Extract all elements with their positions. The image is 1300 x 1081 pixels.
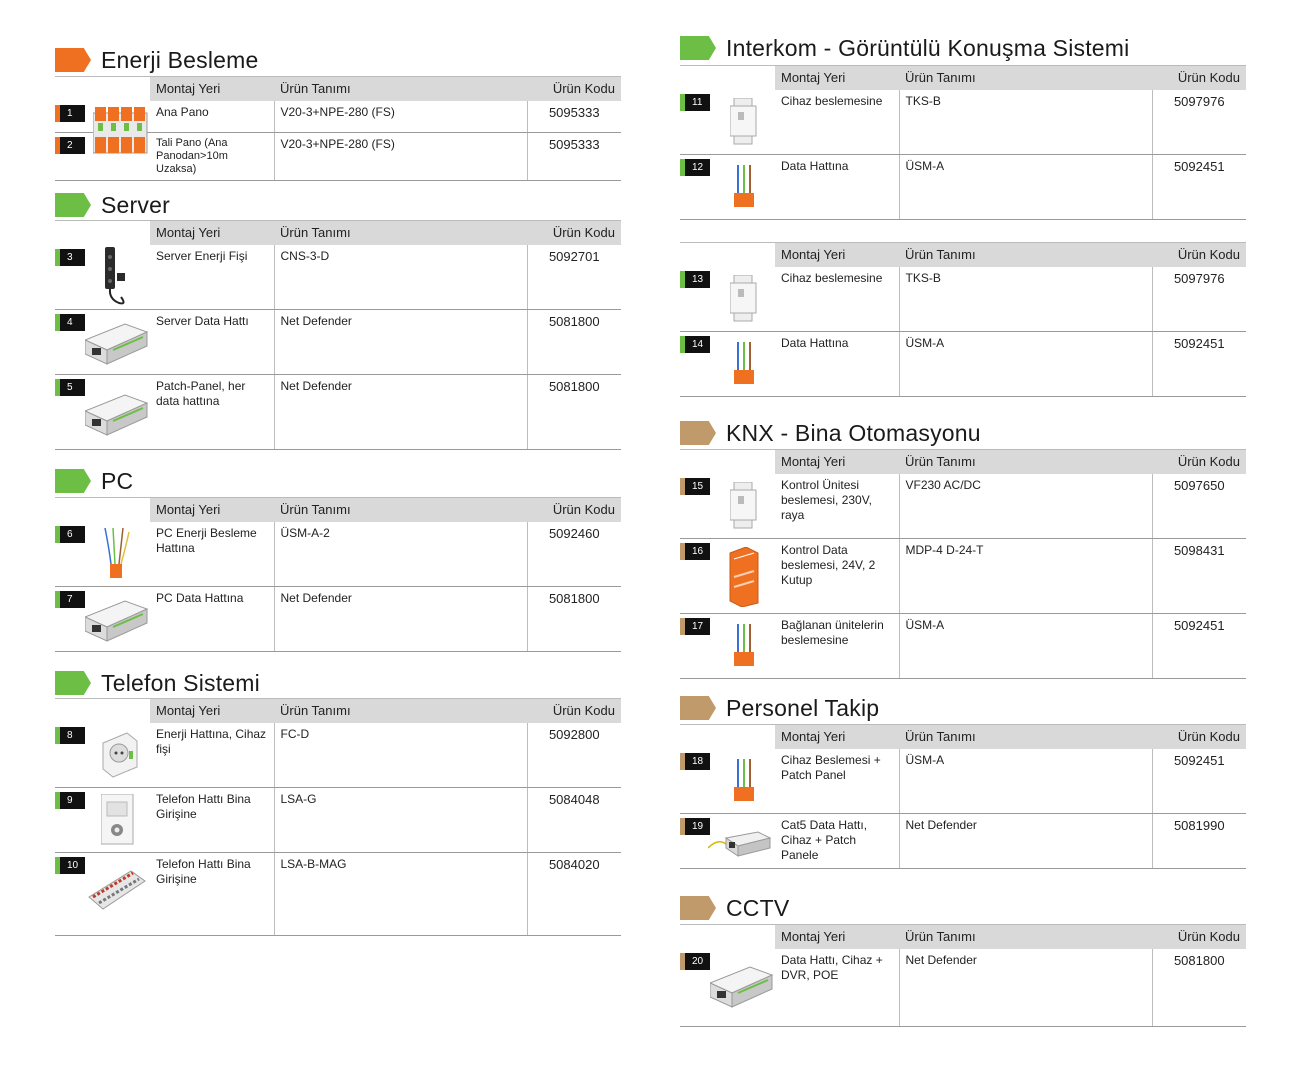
section-interkom-second [680, 242, 1246, 397]
kod-cell: 5081800 [527, 587, 621, 652]
section-tag-icon [55, 671, 91, 695]
table-row [680, 155, 1246, 220]
urun-cell: LSA-B-MAG [274, 853, 527, 936]
section-title: PC [101, 467, 134, 494]
section-title: KNX - Bina Otomasyonu [726, 419, 981, 446]
table-row [680, 332, 1246, 397]
row-number: 15 [680, 478, 710, 495]
row-number: 6 [55, 526, 85, 543]
row-number: 17 [680, 618, 710, 635]
urun-cell: V20-3+NPE-280 (FS) [274, 101, 527, 133]
kod-cell: 5081990 [1152, 814, 1246, 869]
section-interkom [680, 33, 1246, 220]
row-number: 10 [55, 857, 85, 874]
urun-cell: ÜSM-A [899, 614, 1152, 679]
table-row [680, 749, 1246, 814]
mdp-module-icon [726, 547, 762, 607]
section-tag-icon [55, 193, 91, 217]
row-number: 5 [55, 379, 85, 396]
montaj-cell: Cihaz beslemesine [775, 90, 899, 155]
section-title: CCTV [726, 894, 790, 921]
urun-cell: ÜSM-A [899, 332, 1152, 397]
section-tag-icon [680, 696, 716, 720]
urun-cell: Net Defender [899, 949, 1152, 1027]
kod-cell: 5097650 [1152, 474, 1246, 539]
urun-cell: Net Defender [274, 310, 527, 375]
header-montaj: Montaj Yeri [775, 450, 899, 474]
kod-cell: 5084048 [527, 788, 621, 853]
montaj-cell: PC Enerji Besleme Hattına [150, 522, 274, 587]
section-telefon-sistemi [55, 668, 621, 936]
row-number: 3 [55, 249, 85, 266]
kod-cell: 5092800 [527, 723, 621, 788]
header-kod: Ürün Kodu [1152, 450, 1246, 474]
header-urun: Ürün Tanımı [899, 243, 1152, 267]
urun-cell: Net Defender [274, 587, 527, 652]
section-cctv [680, 893, 1246, 1027]
table-row [55, 522, 621, 587]
table-row [680, 614, 1246, 679]
kod-cell: 5098431 [1152, 539, 1246, 614]
table-row [55, 375, 621, 450]
kod-cell: 5097976 [1152, 267, 1246, 332]
header-kod: Ürün Kodu [1152, 243, 1246, 267]
row-number: 11 [680, 94, 710, 111]
montaj-cell: Ana Pano [150, 101, 274, 133]
table-row [680, 474, 1246, 539]
montaj-cell: Enerji Hattına, Cihaz fişi [150, 723, 274, 788]
header-kod: Ürün Kodu [527, 221, 621, 245]
kod-cell: 5095333 [527, 133, 621, 181]
table-row [680, 814, 1246, 869]
din-module-icon [730, 275, 758, 323]
header-urun: Ürün Tanımı [899, 925, 1152, 949]
row-number: 1 [55, 105, 85, 122]
urun-cell: ÜSM-A [899, 155, 1152, 220]
header-urun: Ürün Tanımı [899, 725, 1152, 749]
montaj-cell: Data Hattına [775, 332, 899, 397]
montaj-cell: Patch-Panel, her data hattına [150, 375, 274, 450]
montaj-cell: PC Data Hattına [150, 587, 274, 652]
usm-module-icon [732, 759, 758, 803]
row-number: 9 [55, 792, 85, 809]
header-montaj: Montaj Yeri [150, 498, 274, 522]
montaj-cell: Data Hattı, Cihaz + DVR, POE [775, 949, 899, 1027]
section-personel-takip [680, 693, 1246, 869]
header-urun: Ürün Tanımı [274, 221, 527, 245]
urun-cell: LSA-G [274, 788, 527, 853]
header-montaj: Montaj Yeri [150, 699, 274, 723]
table-row [55, 133, 621, 181]
section-title: Telefon Sistemi [101, 669, 260, 696]
header-kod: Ürün Kodu [1152, 925, 1246, 949]
row-number: 2 [55, 137, 85, 154]
lsa-box-icon [101, 794, 135, 848]
power-strip-icon [99, 247, 129, 307]
cat5-protector-icon [708, 828, 774, 860]
urun-cell: V20-3+NPE-280 (FS) [274, 133, 527, 181]
section-header [55, 190, 621, 220]
usm-module-icon [732, 624, 758, 668]
usm-module-icon [101, 528, 131, 582]
table-row [680, 539, 1246, 614]
section-header [680, 418, 1246, 448]
kod-cell: 5092451 [1152, 155, 1246, 220]
montaj-cell: Server Data Hattı [150, 310, 274, 375]
header-kod: Ürün Kodu [1152, 725, 1246, 749]
section-tag-icon [55, 48, 91, 72]
montaj-cell: Bağlanan ünitelerin beslemesine [775, 614, 899, 679]
kod-cell: 5084020 [527, 853, 621, 936]
header-urun: Ürün Tanımı [899, 450, 1152, 474]
kod-cell: 5092451 [1152, 614, 1246, 679]
urun-cell: MDP-4 D-24-T [899, 539, 1152, 614]
section-title: Personel Takip [726, 694, 880, 721]
header-kod: Ürün Kodu [527, 77, 621, 101]
header-urun: Ürün Tanımı [274, 77, 527, 101]
kod-cell: 5092460 [527, 522, 621, 587]
header-montaj: Montaj Yeri [775, 243, 899, 267]
row-number: 12 [680, 159, 710, 176]
header-montaj: Montaj Yeri [775, 725, 899, 749]
section-header [55, 466, 621, 496]
urun-cell: VF230 AC/DC [899, 474, 1152, 539]
montaj-cell: Data Hattına [775, 155, 899, 220]
usm-module-icon [732, 165, 758, 209]
urun-cell: TKS-B [899, 90, 1152, 155]
table-row [55, 723, 621, 788]
lsa-strip-icon [87, 867, 147, 915]
section-enerji-besleme [55, 45, 621, 181]
montaj-cell: Server Enerji Fişi [150, 245, 274, 310]
header-montaj: Montaj Yeri [775, 925, 899, 949]
table-row [55, 788, 621, 853]
row-number: 14 [680, 336, 710, 353]
montaj-cell: Telefon Hattı Bina Girişine [150, 788, 274, 853]
row-number: 19 [680, 818, 710, 835]
table-row [55, 853, 621, 936]
plug-adapter-icon [99, 731, 139, 779]
header-montaj: Montaj Yeri [150, 221, 274, 245]
section-header [680, 693, 1246, 723]
row-number: 4 [55, 314, 85, 331]
urun-cell: Net Defender [899, 814, 1152, 869]
montaj-cell: Tali Pano (Ana Panodan>10m Uzaksa) [150, 133, 274, 181]
section-server [55, 190, 621, 450]
usm-module-icon [732, 342, 758, 386]
urun-cell: TKS-B [899, 267, 1152, 332]
header-montaj: Montaj Yeri [150, 77, 274, 101]
table-row [680, 90, 1246, 155]
montaj-cell: Cihaz beslemesine [775, 267, 899, 332]
kod-cell: 5081800 [527, 310, 621, 375]
table-row [680, 267, 1246, 332]
net-defender-icon [710, 963, 774, 1009]
section-title: Enerji Besleme [101, 46, 259, 73]
header-montaj: Montaj Yeri [775, 66, 899, 90]
table-row [55, 310, 621, 375]
kod-cell: 5092451 [1152, 332, 1246, 397]
section-tag-icon [680, 896, 716, 920]
urun-cell: ÜSM-A [899, 749, 1152, 814]
section-tag-icon [680, 421, 716, 445]
urun-cell: FC-D [274, 723, 527, 788]
table-row [55, 101, 621, 133]
section-tag-icon [55, 469, 91, 493]
row-number: 8 [55, 727, 85, 744]
din-module-icon [730, 482, 758, 530]
section-header [55, 668, 621, 698]
net-defender-icon [85, 320, 149, 366]
row-number: 16 [680, 543, 710, 560]
row-number: 13 [680, 271, 710, 288]
header-urun: Ürün Tanımı [274, 498, 527, 522]
section-tag-icon [680, 36, 716, 60]
net-defender-icon [85, 597, 149, 643]
section-header [680, 893, 1246, 923]
header-urun: Ürün Tanımı [274, 699, 527, 723]
montaj-cell: Cihaz Beslemesi + Patch Panel [775, 749, 899, 814]
urun-cell: ÜSM-A-2 [274, 522, 527, 587]
kod-cell: 5095333 [527, 101, 621, 133]
net-defender-icon [85, 391, 149, 437]
header-kod: Ürün Kodu [1152, 66, 1246, 90]
row-number: 7 [55, 591, 85, 608]
kod-cell: 5092451 [1152, 749, 1246, 814]
section-header [680, 33, 1246, 63]
table-row [55, 587, 621, 652]
montaj-cell: Kontrol Ünitesi beslemesi, 230V, raya [775, 474, 899, 539]
kod-cell: 5092701 [527, 245, 621, 310]
header-urun: Ürün Tanımı [899, 66, 1152, 90]
montaj-cell: Kontrol Data beslemesi, 24V, 2 Kutup [775, 539, 899, 614]
kod-cell: 5081800 [1152, 949, 1246, 1027]
montaj-cell: Telefon Hattı Bina Girişine [150, 853, 274, 936]
section-header [55, 45, 621, 75]
row-number: 20 [680, 953, 710, 970]
header-kod: Ürün Kodu [527, 498, 621, 522]
table-row [680, 949, 1246, 1027]
kod-cell: 5097976 [1152, 90, 1246, 155]
table-row [55, 245, 621, 310]
section-pc [55, 466, 621, 652]
section-title: Interkom - Görüntülü Konuşma Sistemi [726, 34, 1130, 61]
din-module-icon [730, 98, 758, 146]
row-number: 18 [680, 753, 710, 770]
header-kod: Ürün Kodu [527, 699, 621, 723]
montaj-cell: Cat5 Data Hattı, Cihaz + Patch Panele [775, 814, 899, 869]
section-knx [680, 418, 1246, 679]
kod-cell: 5081800 [527, 375, 621, 450]
urun-cell: CNS-3-D [274, 245, 527, 310]
urun-cell: Net Defender [274, 375, 527, 450]
section-title: Server [101, 191, 170, 218]
